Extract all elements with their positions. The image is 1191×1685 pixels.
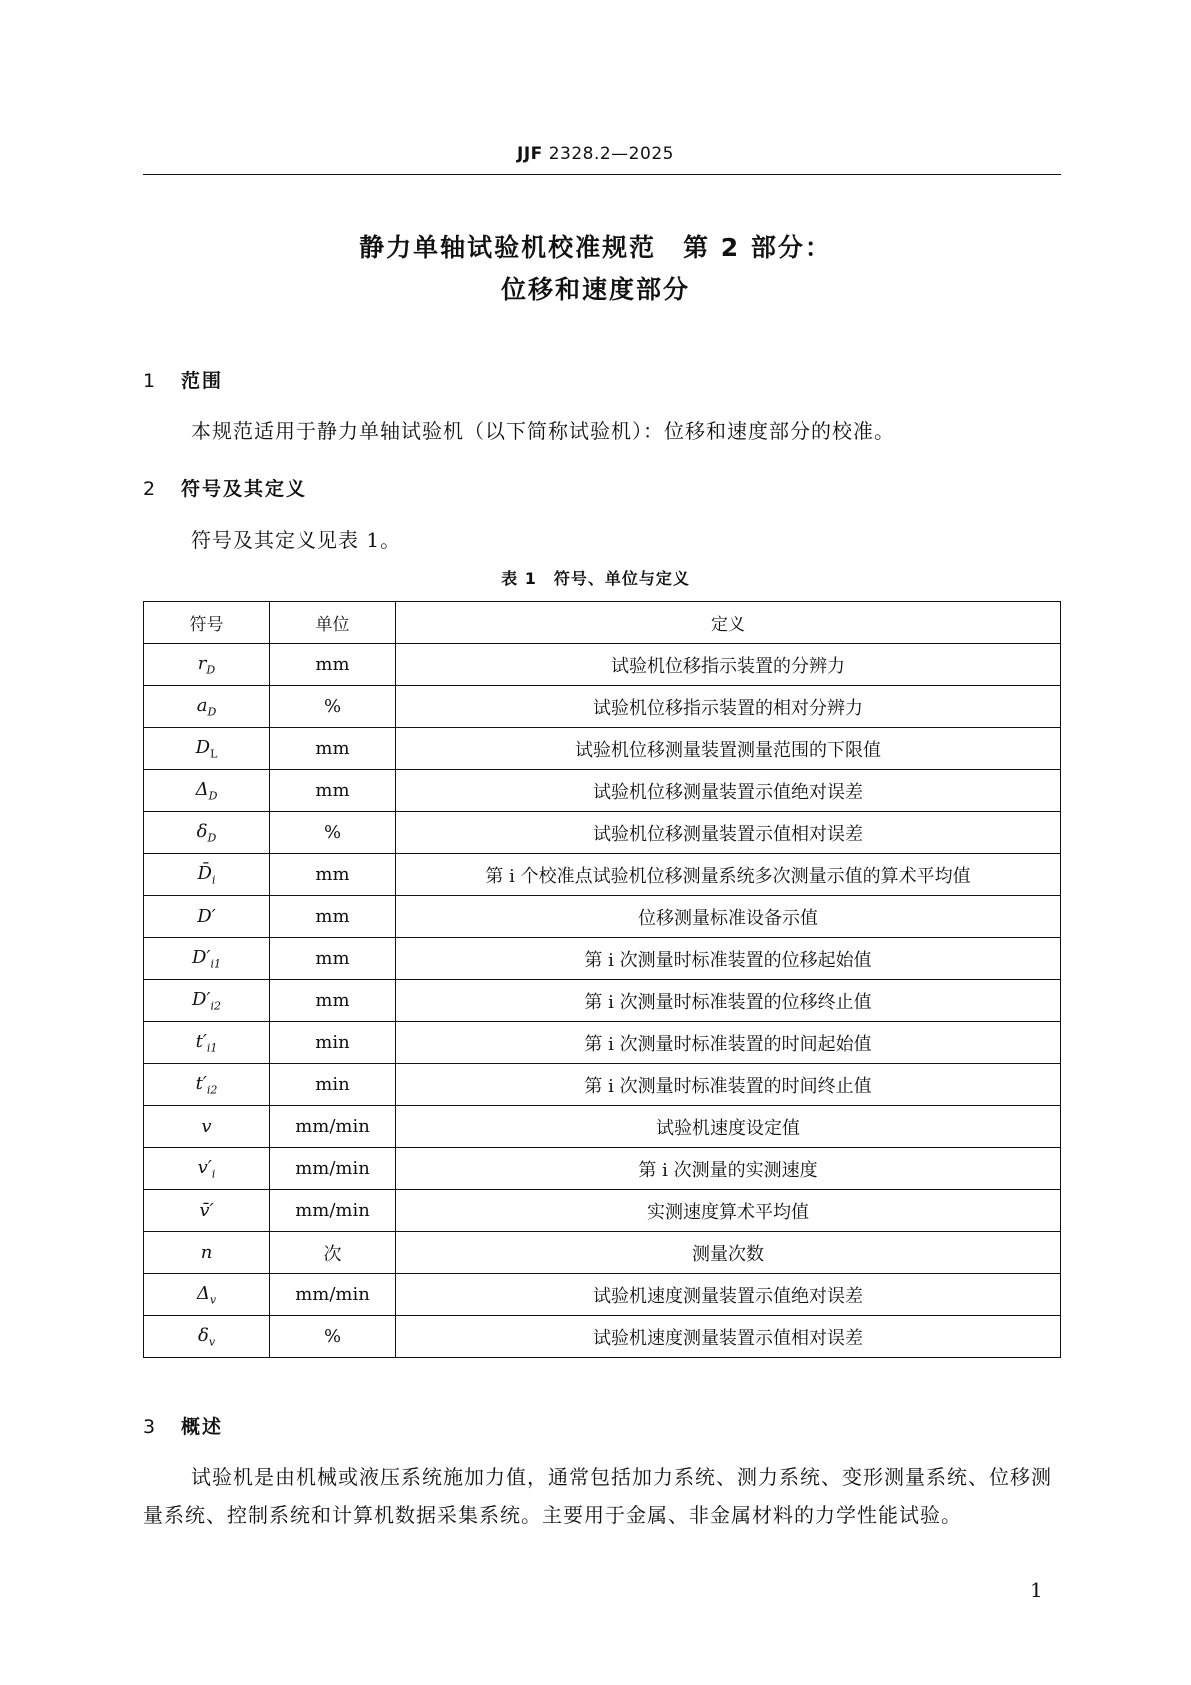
cell-definition: 试验机速度设定值 (396, 1106, 1061, 1148)
cell-symbol (144, 812, 270, 854)
cell-unit: % (270, 812, 396, 854)
section-1-title: 范围 (181, 370, 224, 392)
section-3-number: 3 (143, 1416, 158, 1438)
symbol-subscript: i2 (210, 999, 222, 1013)
cell-unit: % (270, 1316, 396, 1358)
cell-definition: 第 i 次测量时标准装置的位移起始值 (396, 938, 1061, 980)
cell-definition: 第 i 次测量时标准装置的时间起始值 (396, 1022, 1061, 1064)
header-rule (143, 174, 1061, 175)
page-number: 1 (1030, 1578, 1043, 1602)
cell-symbol (144, 938, 270, 980)
cell-definition: 第 i 次测量时标准装置的位移终止值 (396, 980, 1061, 1022)
cell-symbol (144, 644, 270, 686)
cell-symbol (144, 1106, 270, 1148)
symbol-subscript: i (211, 873, 216, 887)
symbol-main: t′ (195, 1072, 207, 1094)
symbol-subscript: i1 (210, 957, 222, 971)
symbol-main: D̄ (197, 862, 212, 884)
cell-symbol (144, 1190, 270, 1232)
doc-title-line2: 位移和速度部分 (500, 275, 690, 304)
section-2-number: 2 (143, 478, 158, 500)
section-1-text: 本规范适用于静力单轴试验机（以下简称试验机）：位移和速度部分的校准。 (191, 419, 895, 443)
cell-unit: mm/min (270, 1274, 396, 1316)
cell-definition: 试验机速度测量装置示值相对误差 (396, 1316, 1061, 1358)
cell-unit: min (270, 1022, 396, 1064)
symbol-main: a (196, 694, 208, 716)
section-2-heading (143, 474, 307, 501)
cell-unit: mm/min (270, 1106, 396, 1148)
cell-symbol (144, 1274, 270, 1316)
table-body (144, 644, 1061, 1358)
table-row (144, 938, 1061, 980)
cell-symbol (144, 728, 270, 770)
symbol-subscript: D (207, 705, 217, 719)
header-definition: 定义 (396, 602, 1061, 644)
section-3-heading (143, 1412, 223, 1439)
table-row (144, 980, 1061, 1022)
table-row (144, 1316, 1061, 1358)
cell-definition: 第 i 个校准点试验机位移测量系统多次测量示值的算术平均值 (396, 854, 1061, 896)
symbol-subscript: D (207, 831, 217, 845)
table-caption: 表 1 符号、单位与定义 (501, 569, 690, 588)
cell-definition: 第 i 次测量的实测速度 (396, 1148, 1061, 1190)
symbol-main: Δ (196, 1282, 210, 1304)
symbol-main: D′ (197, 906, 216, 927)
cell-definition: 试验机速度测量装置示值绝对误差 (396, 1274, 1061, 1316)
table-row (144, 1190, 1061, 1232)
cell-symbol (144, 1316, 270, 1358)
symbol-main: v̄′ (199, 1200, 214, 1221)
cell-unit: mm (270, 770, 396, 812)
section-1-number: 1 (143, 370, 158, 392)
symbol-subscript: v (208, 1335, 216, 1349)
symbol-subscript: L (210, 747, 218, 761)
cell-definition: 试验机位移指示装置的相对分辨力 (396, 686, 1061, 728)
cell-definition: 第 i 次测量时标准装置的时间终止值 (396, 1064, 1061, 1106)
symbol-main: D (195, 736, 211, 758)
table-row (144, 728, 1061, 770)
cell-unit: mm (270, 980, 396, 1022)
symbol-subscript: D (208, 789, 218, 803)
header-symbol: 符号 (144, 602, 270, 644)
cell-unit: mm (270, 644, 396, 686)
symbol-main: D′ (191, 946, 211, 968)
table-row (144, 854, 1061, 896)
section-2-text: 符号及其定义见表 1。 (191, 528, 402, 552)
symbol-main: D′ (191, 988, 211, 1010)
cell-unit: mm (270, 938, 396, 980)
cell-symbol (144, 1148, 270, 1190)
symbol-main: v (201, 1116, 212, 1137)
symbols-table (143, 601, 1061, 1358)
cell-definition: 试验机位移指示装置的分辨力 (396, 644, 1061, 686)
table-row (144, 812, 1061, 854)
table-header-row (144, 602, 1061, 644)
symbol-main: n (200, 1242, 213, 1263)
symbol-subscript: v (209, 1293, 217, 1307)
table-row (144, 896, 1061, 938)
cell-symbol (144, 854, 270, 896)
table-row (144, 686, 1061, 728)
symbol-main: δ (196, 820, 208, 842)
document-header (0, 144, 1191, 164)
symbol-main: t′ (195, 1030, 207, 1052)
cell-definition: 试验机位移测量装置示值相对误差 (396, 812, 1061, 854)
cell-unit: 次 (270, 1232, 396, 1274)
symbol-main: δ (197, 1324, 209, 1346)
cell-symbol (144, 896, 270, 938)
symbol-subscript: i (211, 1167, 216, 1181)
table-row (144, 1148, 1061, 1190)
table-row (144, 1022, 1061, 1064)
symbol-main: v′ (197, 1156, 212, 1178)
cell-unit: mm (270, 728, 396, 770)
table-row (144, 1232, 1061, 1274)
cell-unit: mm (270, 854, 396, 896)
symbol-main: Δ (195, 778, 209, 800)
table-row (144, 770, 1061, 812)
cell-symbol (144, 686, 270, 728)
symbol-subscript: i1 (206, 1041, 218, 1055)
cell-symbol (144, 980, 270, 1022)
cell-symbol (144, 1232, 270, 1274)
doc-title-line1: 静力单轴试验机校准规范 第 2 部分： (359, 233, 832, 262)
table-row (144, 1064, 1061, 1106)
cell-unit: mm/min (270, 1190, 396, 1232)
cell-unit: % (270, 686, 396, 728)
cell-symbol (144, 1022, 270, 1064)
cell-symbol (144, 1064, 270, 1106)
cell-definition: 位移测量标准设备示值 (396, 896, 1061, 938)
table-row (144, 1106, 1061, 1148)
section-2-title: 符号及其定义 (181, 478, 308, 500)
header-code-prefix: JJF (517, 144, 543, 164)
cell-definition: 实测速度算术平均值 (396, 1190, 1061, 1232)
cell-unit: mm/min (270, 1148, 396, 1190)
symbol-subscript: i2 (206, 1083, 218, 1097)
cell-definition: 测量次数 (396, 1232, 1061, 1274)
symbol-subscript: D (206, 663, 216, 677)
symbol-main: r (197, 652, 207, 674)
cell-definition: 试验机位移测量装置示值绝对误差 (396, 770, 1061, 812)
cell-symbol (144, 770, 270, 812)
section-1-heading (143, 366, 223, 393)
header-unit: 单位 (270, 602, 396, 644)
cell-unit: min (270, 1064, 396, 1106)
table-row (144, 1274, 1061, 1316)
table-row (144, 644, 1061, 686)
section-3-text: 试验机是由机械或液压系统施加力值，通常包括加力系统、测力系统、变形测量系统、位移测量系统、控制系统和计算机数据采集系统。主要用于金属、非金属材料的力学性能试验。 (143, 1465, 1052, 1527)
header-code-number: 2328.2—2025 (542, 144, 674, 164)
cell-definition: 试验机位移测量装置测量范围的下限值 (396, 728, 1061, 770)
cell-unit: mm (270, 896, 396, 938)
section-3-title: 概述 (181, 1416, 224, 1438)
